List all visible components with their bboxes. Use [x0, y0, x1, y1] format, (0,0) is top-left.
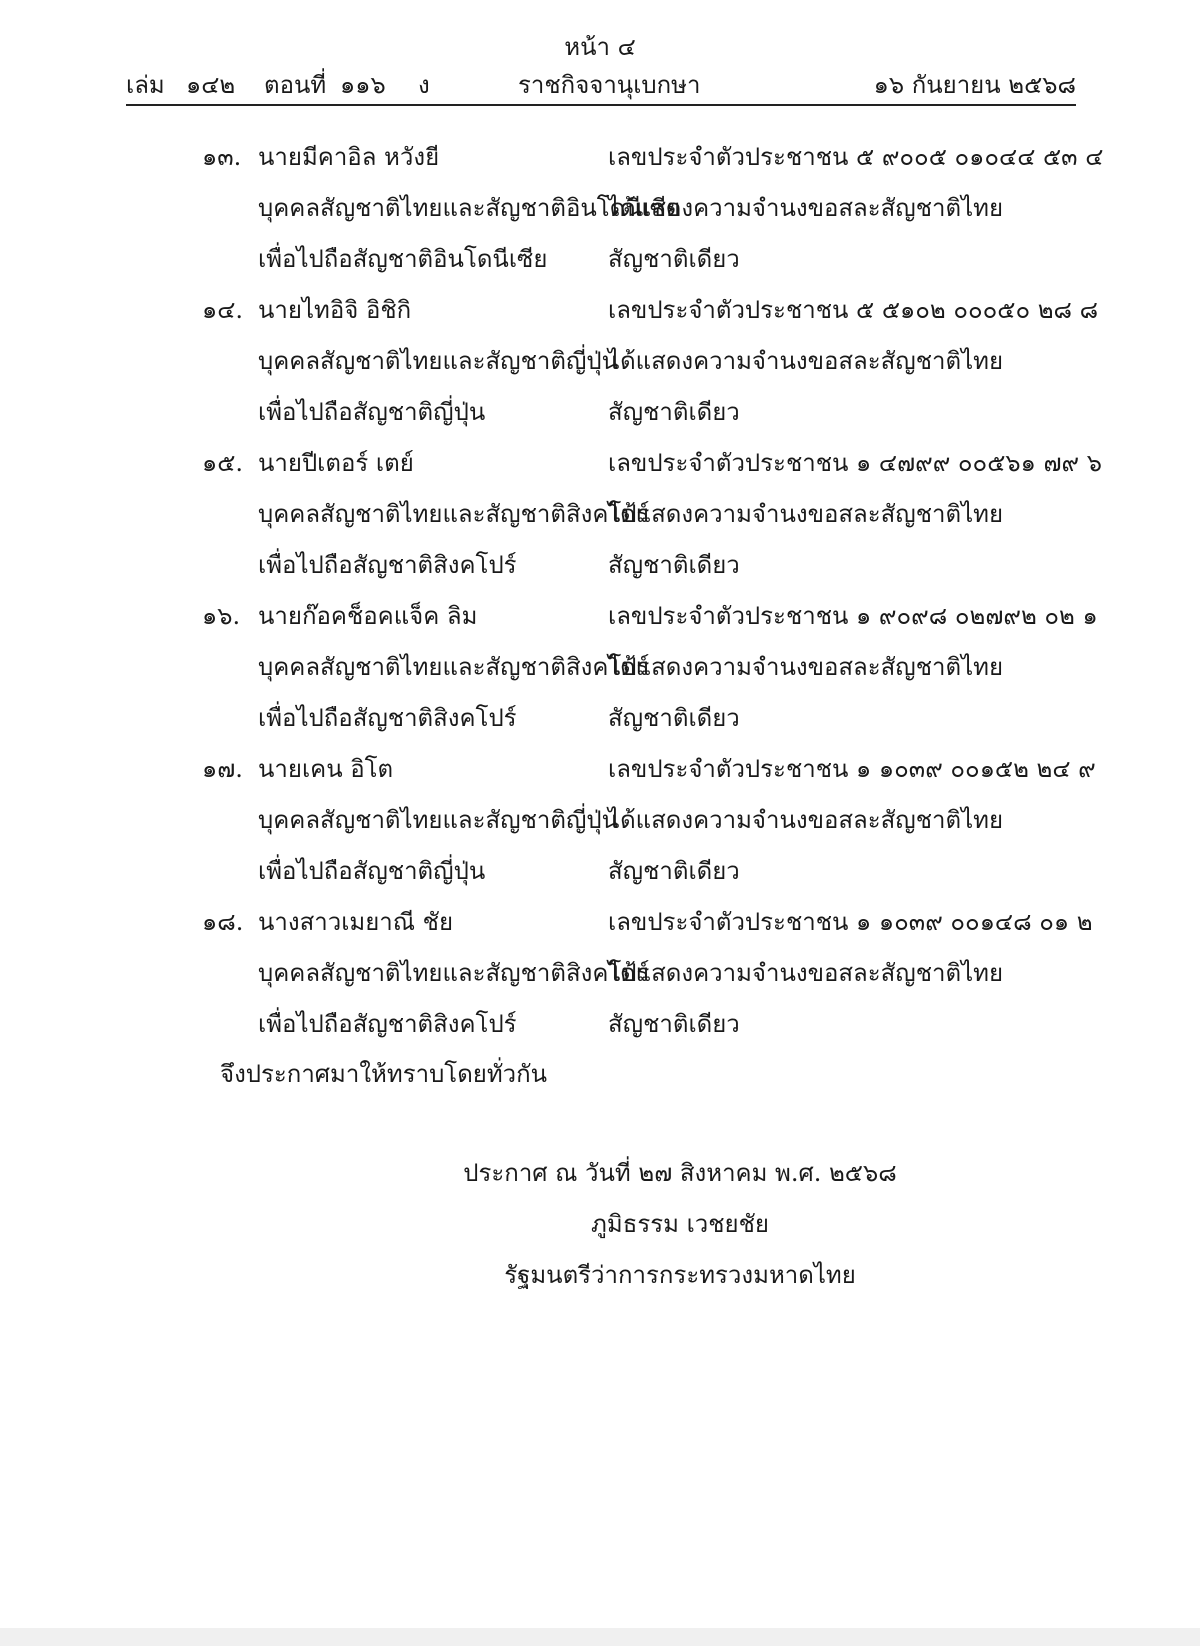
announcement-date: ประกาศ ณ วันที่ ๒๗ สิงหาคม พ.ศ. ๒๕๖๘: [463, 1159, 897, 1187]
entry-name: นางสาวเมยาณี ชัย: [258, 908, 454, 936]
entry-name-row: [0, 905, 1200, 956]
entry-status-row: [0, 497, 1200, 548]
entry-declaration: ได้แสดงความจำนงขอสละสัญชาติไทย: [608, 347, 1004, 375]
entry-status: บุคคลสัญชาติไทยและสัญชาติอินโดนีเซีย: [258, 194, 681, 222]
entry-purpose-row: [0, 548, 1200, 599]
entry-list: [0, 140, 1200, 1058]
entry-declaration-cont: สัญชาติเดียว: [608, 245, 740, 273]
gazette-name: ราชกิจจานุเบกษา: [518, 71, 701, 99]
entry-declaration: ได้แสดงความจำนงขอสละสัญชาติไทย: [608, 500, 1004, 528]
entry-number: ๑๕.: [202, 449, 244, 477]
entry-purpose-row: [0, 395, 1200, 446]
entry-status-row: [0, 191, 1200, 242]
entry-purpose: เพื่อไปถือสัญชาติญี่ปุ่น: [258, 398, 486, 426]
entry-declaration: ได้แสดงความจำนงขอสละสัญชาติไทย: [608, 194, 1004, 222]
gazette-header: [126, 68, 1076, 106]
volume-label: เล่ม: [126, 71, 165, 99]
entry-name: นายเคน อิโต: [258, 755, 394, 783]
entry-number: ๑๗.: [202, 755, 243, 783]
entry-purpose-row: [0, 854, 1200, 905]
closing-statement: จึงประกาศมาให้ทราบโดยทั่วกัน: [220, 1060, 548, 1088]
entry-number: ๑๔.: [202, 296, 244, 324]
entry-status: บุคคลสัญชาติไทยและสัญชาติญี่ปุ่น: [258, 806, 619, 834]
entry-name-row: [0, 752, 1200, 803]
entry-number: ๑๖.: [202, 602, 241, 630]
header-divider: [126, 104, 1076, 106]
section-label: ตอนที่: [264, 71, 327, 99]
entry-purpose: เพื่อไปถือสัญชาติอินโดนีเซีย: [258, 245, 548, 273]
entry-status-row: [0, 344, 1200, 395]
entry-number: ๑๓.: [202, 143, 242, 171]
entry-purpose-row: [0, 242, 1200, 293]
entry-status: บุคคลสัญชาติไทยและสัญชาติสิงคโปร์: [258, 653, 650, 681]
viewer-bottom-strip: [0, 1628, 1200, 1646]
entry-name: นายก๊อคช็อคแจ็ค ลิม: [258, 602, 478, 630]
volume-number: ๑๔๒: [186, 71, 236, 99]
page-number: หน้า ๔: [564, 33, 636, 61]
entry-name-row: [0, 140, 1200, 191]
entry-purpose: เพื่อไปถือสัญชาติสิงคโปร์: [258, 704, 517, 732]
entry-name-row: [0, 446, 1200, 497]
signatory-name: ภูมิธรรม เวชยชัย: [591, 1210, 769, 1238]
entry-id-number: เลขประจำตัวประชาชน ๕ ๙๐๐๕ ๐๑๐๔๔ ๕๓ ๔: [608, 143, 1104, 171]
entry-name-row: [0, 599, 1200, 650]
entry-id-number: เลขประจำตัวประชาชน ๑ ๑๐๓๙ ๐๐๑๔๘ ๐๑ ๒: [608, 908, 1093, 936]
entry-declaration-cont: สัญชาติเดียว: [608, 857, 740, 885]
entry-purpose: เพื่อไปถือสัญชาติสิงคโปร์: [258, 1010, 517, 1038]
entry-name: นายมีคาอิล หวังยี: [258, 143, 440, 171]
entry-purpose: เพื่อไปถือสัญชาติญี่ปุ่น: [258, 857, 486, 885]
section-number: ๑๑๖: [340, 71, 386, 99]
entry-status-row: [0, 650, 1200, 701]
section-letter: ง: [418, 71, 430, 99]
entry-declaration: ได้แสดงความจำนงขอสละสัญชาติไทย: [608, 959, 1004, 987]
entry-purpose-row: [0, 701, 1200, 752]
header-date: ๑๖ กันยายน ๒๕๖๘: [873, 71, 1076, 99]
entry-name: นายไทอิจิ อิชิกิ: [258, 296, 412, 324]
entry-declaration: ได้แสดงความจำนงขอสละสัญชาติไทย: [608, 653, 1004, 681]
entry-number: ๑๘.: [202, 908, 244, 936]
entry-declaration-cont: สัญชาติเดียว: [608, 551, 740, 579]
entry-declaration: ได้แสดงความจำนงขอสละสัญชาติไทย: [608, 806, 1004, 834]
entry-declaration-cont: สัญชาติเดียว: [608, 704, 740, 732]
entry-name: นายปีเตอร์ เตย์: [258, 449, 414, 477]
entry-id-number: เลขประจำตัวประชาชน ๑ ๔๗๙๙ ๐๐๕๖๑ ๗๙ ๖: [608, 449, 1102, 477]
entry-status: บุคคลสัญชาติไทยและสัญชาติสิงคโปร์: [258, 959, 650, 987]
entry-name-row: [0, 293, 1200, 344]
entry-purpose-row: [0, 1007, 1200, 1058]
entry-status: บุคคลสัญชาติไทยและสัญชาติสิงคโปร์: [258, 500, 650, 528]
entry-id-number: เลขประจำตัวประชาชน ๕ ๕๑๐๒ ๐๐๐๕๐ ๒๘ ๘: [608, 296, 1099, 324]
entry-status-row: [0, 956, 1200, 1007]
entry-status-row: [0, 803, 1200, 854]
entry-status: บุคคลสัญชาติไทยและสัญชาติญี่ปุ่น: [258, 347, 619, 375]
entry-declaration-cont: สัญชาติเดียว: [608, 398, 740, 426]
signatory-title: รัฐมนตรีว่าการกระทรวงมหาดไทย: [504, 1261, 856, 1289]
entry-id-number: เลขประจำตัวประชาชน ๑ ๑๐๓๙ ๐๐๑๕๒ ๒๔ ๙: [608, 755, 1096, 783]
entry-purpose: เพื่อไปถือสัญชาติสิงคโปร์: [258, 551, 517, 579]
entry-id-number: เลขประจำตัวประชาชน ๑ ๙๐๙๘ ๐๒๗๙๒ ๐๒ ๑: [608, 602, 1098, 630]
entry-declaration-cont: สัญชาติเดียว: [608, 1010, 740, 1038]
